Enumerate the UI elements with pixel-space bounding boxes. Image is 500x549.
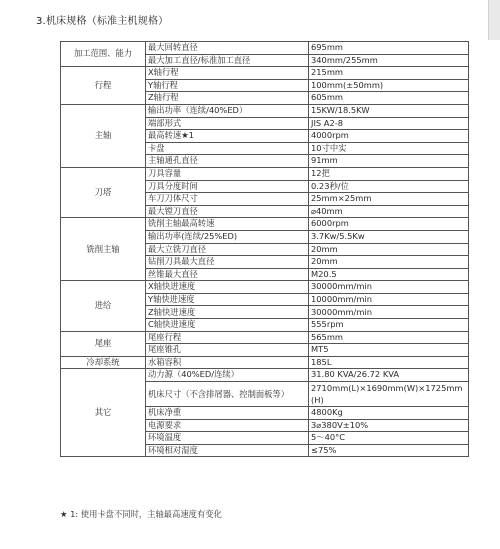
spec-label: 尾座锥孔 [146,344,309,357]
spec-label: 输出功率（连续/40%ED） [146,104,309,117]
category-cell: 其它 [61,369,146,457]
spec-value: ⌀40mm [309,205,469,218]
spec-value: 30000mm/min [309,281,469,294]
spec-label: 刀具分度时间 [146,180,309,193]
spec-label: Z轴快进速度 [146,306,309,319]
table-row [61,104,469,117]
spec-label: 最大立铣刀直径 [146,243,309,256]
spec-label: X轴快进速度 [146,281,309,294]
category-cell: 尾座 [61,331,146,356]
category-cell: 铣削主轴 [61,218,146,281]
spec-label: 最大回转直径 [146,42,309,55]
spec-label: 环境相对湿度 [146,444,309,457]
spec-value: 30000mm/min [309,306,469,319]
spec-value: 10000mm/min [309,293,469,306]
spec-label: 机床尺寸（不含排屑器、控制面板等） [146,382,309,407]
spec-label: 水箱容积 [146,356,309,369]
spec-value: 0.23秒/位 [309,180,469,193]
spec-label: 主轴通孔直径 [146,155,309,168]
spec-value: 100mm(±50mm) [309,79,469,92]
spec-label: 刀具容量 [146,167,309,180]
category-cell: 行程 [61,67,146,105]
spec-value: 6000rpm [309,218,469,231]
section-title: 3.机床规格（标准主机规格） [36,16,169,27]
table-row [61,356,469,369]
spec-label: 钻削刀具最大直径 [146,256,309,269]
spec-value: MT5 [309,344,469,357]
spec-value: JIS A2-8 [309,117,469,130]
spec-value: 91mm [309,155,469,168]
table-row [61,281,469,294]
table-row [61,167,469,180]
spec-label: 电源要求 [146,419,309,432]
spec-value: 2710mm(L)×1690mm(W)×1725mm(H) [309,382,469,407]
spec-value: 605mm [309,92,469,105]
table-row [61,218,469,231]
spec-value: 3.7Kw/5.5Kw [309,230,469,243]
category-cell: 主轴 [61,104,146,167]
spec-value: 3⌀380V±10% [309,419,469,432]
table-row [61,369,469,382]
spec-value: 20mm [309,243,469,256]
category-cell: 进给 [61,281,146,331]
spec-value: 4000rpm [309,130,469,143]
category-cell: 冷却系统 [61,356,146,369]
spec-label: 动力源（40%ED/连续） [146,369,309,382]
spec-label: Y轴快进速度 [146,293,309,306]
spec-label: 丝锥最大直径 [146,268,309,281]
spec-label: 端部形式 [146,117,309,130]
table-row [61,42,469,55]
table-row [61,67,469,80]
category-cell: 加工范围、能力 [61,42,146,67]
spec-label: 最大镗刀直径 [146,205,309,218]
spec-label: Y轴行程 [146,79,309,92]
spec-label: 卡盘 [146,142,309,155]
spec-value: 4800Kg [309,407,469,420]
spec-value: 5～40°C [309,432,469,445]
spec-label: 环境温度 [146,432,309,445]
spec-value: 695mm [309,42,469,55]
spec-label: 车刀刀体尺寸 [146,193,309,206]
spec-value: 12把 [309,167,469,180]
spec-value: 565mm [309,331,469,344]
spec-label: C轴快进速度 [146,319,309,332]
spec-label: 最大加工直径/标准加工直径 [146,54,309,67]
spec-value: 25mm×25mm [309,193,469,206]
table-row [61,331,469,344]
spec-value: ≤75% [309,444,469,457]
spec-value: 31.80 KVA/26.72 KVA [309,369,469,382]
spec-table [60,41,469,457]
spec-value: 20mm [309,256,469,269]
spec-value: 555rpm [309,319,469,332]
spec-label: Z轴行程 [146,92,309,105]
footnote: ★ 1: 使用卡盘不同时，主轴最高速度有变化 [60,509,222,519]
spec-label: 铣削主轴最高转速 [146,218,309,231]
spec-value: 185L [309,356,469,369]
spec-value: 15KW/18.5KW [309,104,469,117]
spec-value: 215mm [309,67,469,80]
spec-label: 机床净重 [146,407,309,420]
spec-value: M20.5 [309,268,469,281]
spec-value: 10寸中实 [309,142,469,155]
spec-value: 340mm/255mm [309,54,469,67]
spec-label: 尾座行程 [146,331,309,344]
spec-label: X轴行程 [146,67,309,80]
spec-label: 输出功率(连续/25%ED) [146,230,309,243]
category-cell: 刀塔 [61,167,146,217]
spec-label: 最高转速★1 [146,130,309,143]
page-edge [488,0,500,40]
